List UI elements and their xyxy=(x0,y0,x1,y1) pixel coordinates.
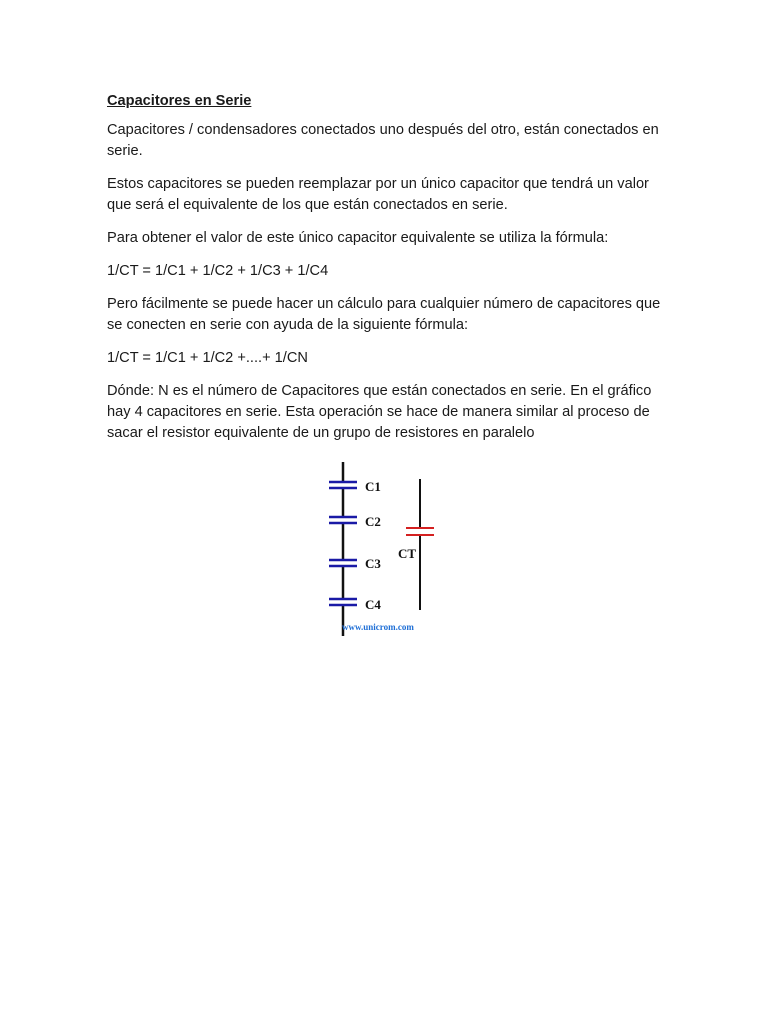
label-c3: C3 xyxy=(365,556,381,571)
label-c2: C2 xyxy=(365,514,381,529)
paragraph-formula-intro: Para obtener el valor de este único capacitor equivalente se utiliza la fórmula: xyxy=(107,230,609,246)
capacitor-c3 xyxy=(329,560,357,566)
document-body xyxy=(107,92,667,456)
capacitor-c1 xyxy=(329,482,357,488)
capacitor-c2 xyxy=(329,517,357,523)
watermark-text: www.unicrom.com xyxy=(342,622,414,632)
capacitor-ct xyxy=(406,528,434,535)
formula-four-capacitors: 1/CT = 1/C1 + 1/C2 + 1/C3 + 1/C4 xyxy=(107,263,329,279)
capacitor-series-diagram xyxy=(318,462,458,642)
formula-n-capacitors: 1/CT = 1/C1 + 1/C2 +....+ 1/CN xyxy=(107,350,308,366)
section-heading: Capacitores en Serie xyxy=(107,93,252,109)
capacitor-c4 xyxy=(329,599,357,605)
paragraph-general-formula-intro: Pero fácilmente se puede hacer un cálculo para cualquier número de capacitores que se conecten en serie con ayuda de la siguiente fórmula: xyxy=(107,296,661,333)
label-c4: C4 xyxy=(365,597,381,612)
label-c1: C1 xyxy=(365,479,381,494)
paragraph-replacement: Estos capacitores se pueden reemplazar por un único capacitor que tendrá un valor que será el equivalente de los que están conectados en serie. xyxy=(107,176,649,213)
paragraph-explanation: Dónde: N es el número de Capacitores que están conectados en serie. En el gráfico hay 4 capacitores en serie. Esta operación se hace de manera similar al proceso de sacar el resistor equivalente de un grupo de resistores en paralelo xyxy=(107,383,652,441)
circuit-svg xyxy=(318,462,458,642)
paragraph-definition: Capacitores / condensadores conectados uno después del otro, están conectados en serie. xyxy=(107,122,659,159)
label-ct: CT xyxy=(398,546,417,561)
